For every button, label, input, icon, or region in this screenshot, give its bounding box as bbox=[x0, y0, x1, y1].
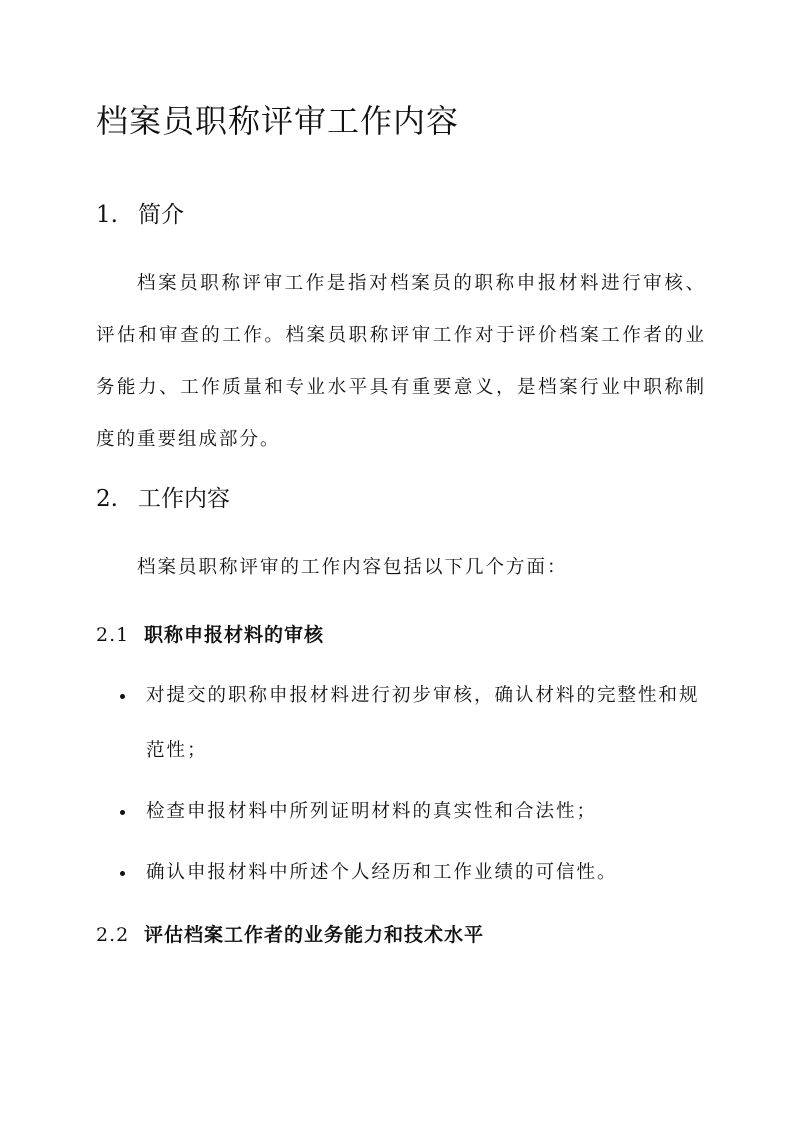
subsection-2-2-number: 2.2 bbox=[96, 924, 130, 946]
bullet-icon bbox=[120, 871, 125, 876]
section-1-number: 1. bbox=[96, 202, 118, 228]
bullet-icon bbox=[120, 810, 125, 815]
subsection-2-1-number: 2.1 bbox=[96, 624, 130, 646]
section-1-paragraph: 档案员职称评审工作是指对档案员的职称申报材料进行审核、评估和审查的工作。档案员职称评审工作对于评价档案工作者的业务能力、工作质量和专业水平具有重要意义，是档案行业中职称制度的重要组成部分。 bbox=[96, 273, 706, 450]
section-1-title: 简介 bbox=[138, 202, 184, 228]
subsection-2-1-title: 职称申报材料的审核 bbox=[144, 624, 325, 646]
list-item bbox=[96, 784, 716, 839]
section-2-paragraph: 档案员职称评审的工作内容包括以下几个方面： bbox=[137, 557, 568, 578]
list-item-text: 检查申报材料中所列证明材料的真实性和合法性； bbox=[146, 801, 598, 822]
list-item bbox=[96, 845, 716, 900]
document-title: 档案员职称评审工作内容 bbox=[96, 102, 460, 140]
section-2-heading bbox=[96, 480, 230, 513]
section-1-heading bbox=[96, 196, 184, 229]
subsection-2-2-title: 评估档案工作者的业务能力和技术水平 bbox=[144, 924, 485, 946]
bullet-icon bbox=[120, 694, 125, 699]
section-2-title: 工作内容 bbox=[138, 486, 230, 512]
subsection-2-1-heading bbox=[96, 620, 324, 647]
section-2-number: 2. bbox=[96, 486, 118, 512]
list-item-text: 对提交的职称申报材料进行初步审核，确认材料的完整性和规范性； bbox=[146, 685, 700, 761]
subsection-2-1-bullet-list bbox=[96, 668, 716, 906]
list-item bbox=[96, 668, 716, 778]
subsection-2-2-heading bbox=[96, 920, 484, 947]
list-item-text: 确认申报材料中所述个人经历和工作业绩的可信性。 bbox=[146, 862, 618, 883]
